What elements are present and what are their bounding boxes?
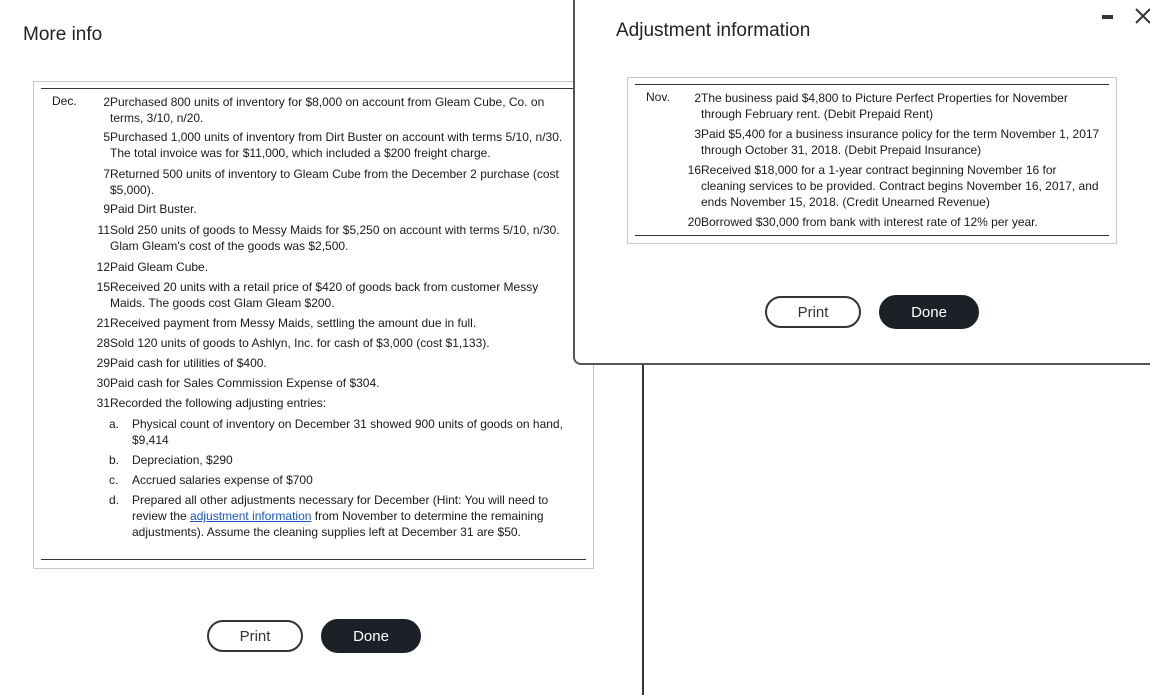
entry-nov-2: 2 The business paid $4,800 to Picture Perfect Properties for November through February rent. (Debit Prepaid Rent)	[694, 91, 1068, 121]
bottom-rule	[635, 235, 1109, 236]
entry-nov-3: 3 Paid $5,400 for a business insurance policy for the term November 1, 2017 through October 31, 2018. (Debit Prepaid Insurance)	[694, 127, 1100, 157]
month-label: Nov.	[646, 90, 670, 104]
top-rule	[41, 88, 586, 89]
adjustment-information-dialog	[573, 0, 1150, 365]
adjustment-a: a. Physical count of inventory on December 31 showed 900 units of goods on hand, $9,414	[109, 417, 563, 447]
close-icon[interactable]	[1133, 6, 1150, 26]
entry-nov-20: 20 Borrowed $30,000 from bank with interest rate of 12% per year.	[687, 215, 1038, 229]
entry-dec-5: 5 Purchased 1,000 units of inventory from Dirt Buster on account with terms 5/10, n/30. The total invoice was for $11,000, which included a $200 freight charge.	[103, 130, 563, 160]
entry-dec-12: 12 Paid Gleam Cube.	[96, 260, 209, 274]
bottom-rule	[41, 559, 586, 560]
entry-dec-30: 30 Paid cash for Sales Commission Expense of $304.	[96, 376, 380, 390]
entry-dec-21: 21 Received payment from Messy Maids, settling the amount due in full.	[96, 316, 477, 330]
adjustment-d: d. Prepared all other adjustments necessary for December (Hint: You will need to review the adjustment information from November to determine the remaining adjustments). Assume the cleaning supplies left at December 31 are $50.	[109, 493, 549, 539]
entry-dec-29: 29 Paid cash for utilities of $400.	[96, 356, 267, 370]
month-label: Dec.	[52, 94, 77, 108]
more-info-panel	[33, 81, 594, 569]
entry-dec-7: 7 Returned 500 units of inventory to Gleam Cube from the December 2 purchase (cost $5,000).	[103, 167, 559, 197]
adjustment-b: b. Depreciation, $290	[109, 453, 233, 467]
minimize-icon[interactable]	[1102, 15, 1113, 19]
entry-dec-9: 9 Paid Dirt Buster.	[103, 202, 197, 216]
entry-nov-16: 16 Received $18,000 for a 1-year contract beginning November 16 for cleaning services to be provided. Contract begins November 16, 2017, and ends November 15, 2018. (Credit Unearned Revenue)	[687, 163, 1099, 209]
adjustment-info-panel	[627, 77, 1117, 244]
done-button[interactable]: Done	[879, 295, 979, 329]
top-rule	[635, 84, 1109, 85]
entry-dec-2: 2 Purchased 800 units of inventory for $8,000 on account from Gleam Cube, Co. on terms, 3/10, n/20.	[103, 95, 545, 125]
print-button[interactable]: Print	[207, 620, 303, 652]
adjustment-c: c. Accrued salaries expense of $700	[109, 473, 313, 487]
entry-dec-11: 11 Sold 250 units of goods to Messy Maids for $5,250 on account with terms 5/10, n/30. Glam Gleam's cost of the goods was $2,500.	[97, 223, 560, 253]
entry-dec-31: 31 Recorded the following adjusting entries:	[96, 396, 327, 410]
window-edge	[642, 365, 644, 695]
print-button[interactable]: Print	[765, 296, 861, 328]
adjustment-information-link[interactable]: adjustment information	[190, 509, 312, 523]
done-button[interactable]: Done	[321, 619, 421, 653]
adjustment-info-title: Adjustment information	[616, 20, 811, 41]
entry-dec-15: 15 Received 20 units with a retail price of $420 of goods back from customer Messy Maids. The goods cost Glam Gleam $200.	[96, 280, 539, 310]
more-info-title: More info	[23, 24, 103, 45]
entry-dec-28: 28 Sold 120 units of goods to Ashlyn, Inc. for cash of $3,000 (cost $1,133).	[96, 336, 490, 350]
